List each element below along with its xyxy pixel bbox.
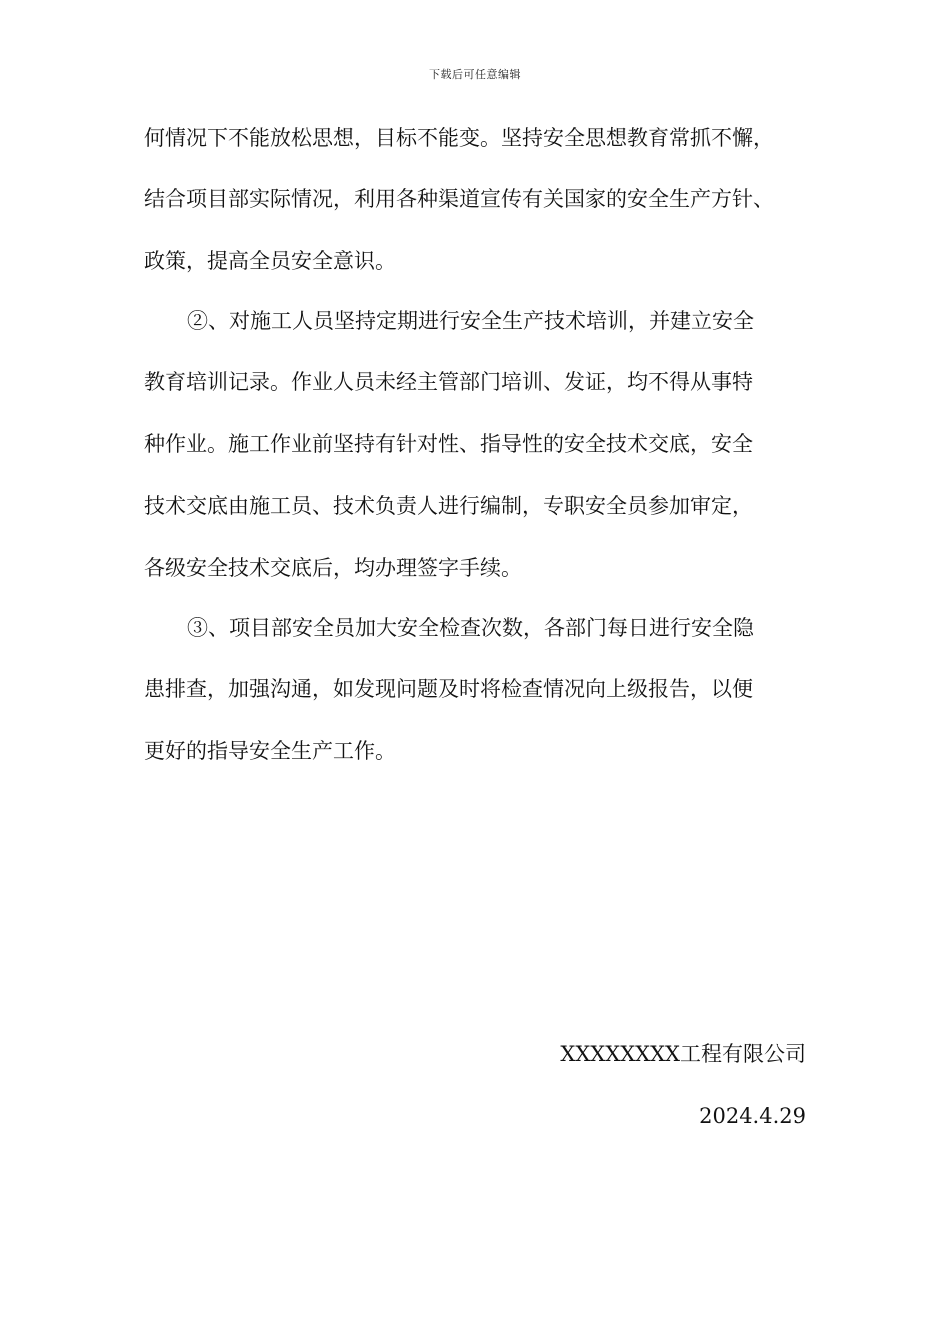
body-line: 政策，提高全员安全意识。 (144, 249, 396, 273)
signature-date: 2024.4.29 (699, 1104, 806, 1128)
company-name: XXXXXXXX工程有限公司 (560, 1042, 806, 1066)
body-line: 种作业。施工作业前坚持有针对性、指导性的安全技术交底，安全 (144, 432, 753, 456)
body-line: 各级安全技术交底后，均办理签字手续。 (144, 556, 522, 580)
body-line: 技术交底由施工员、技术负责人进行编制，专职安全员参加审定， (144, 494, 753, 518)
body-line: 教育培训记录。作业人员未经主管部门培训、发证，均不得从事特 (144, 370, 753, 394)
body-line: 结合项目部实际情况，利用各种渠道宣传有关国家的安全生产方针、 (144, 187, 774, 211)
body-line: 患排查，加强沟通，如发现问题及时将检查情况向上级报告，以便 (144, 677, 753, 701)
page-header: 下载后可任意编辑 (429, 68, 521, 81)
body-line: ③、项目部安全员加大安全检查次数，各部门每日进行安全隐 (187, 616, 754, 640)
body-line: 更好的指导安全生产工作。 (144, 739, 396, 763)
body-line: ②、对施工人员坚持定期进行安全生产技术培训，并建立安全 (187, 309, 754, 333)
body-line: 何情况下不能放松思想，目标不能变。坚持安全思想教育常抓不懈， (144, 126, 774, 150)
